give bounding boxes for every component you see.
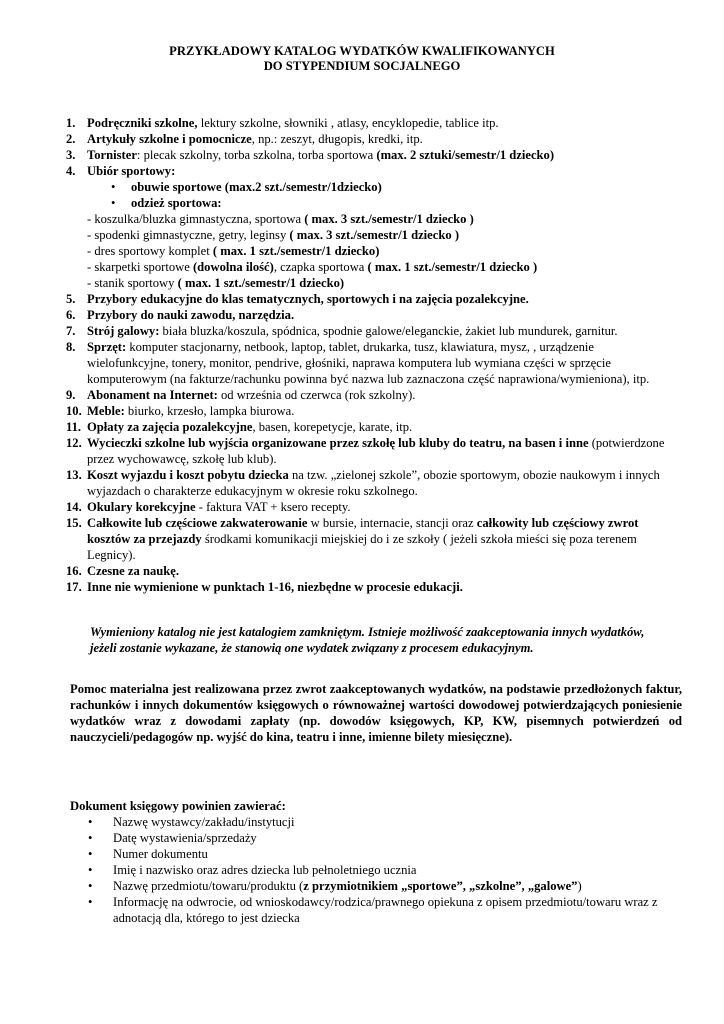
document-requirements-list <box>86 814 686 926</box>
list-item: • Nazwę wystawcy/zakładu/instytucji <box>88 815 295 829</box>
list-item: 4. Ubiór sportowy: <box>66 164 176 178</box>
list-item: 6. Przybory do nauki zawodu, narzędzia. <box>66 308 295 322</box>
list-item: 15. Całkowite lub częściowe zakwaterowanie w bursie, internacie, stancji oraz całkowity lub częściowy zwrot kosztów za przejazdy środkami komunikacji miejskiej do i ze szkoły ( jeżeli szkoła mieści się poza terenem Legnicy). <box>66 516 639 562</box>
catalog-note: Wymieniony katalog nie jest katalogiem zamkniętym. Istnieje możliwość zaakceptowania innych wydatków, jeżeli zostanie wykazane, że stanowią one wydatek związany z procesem edukacyjnym. <box>90 625 645 655</box>
title-line-2: DO STYPENDIUM SOCJALNEGO <box>263 59 461 73</box>
list-item: 12. Wycieczki szkolne lub wyjścia organizowane przez szkołę lub kluby do teatru, na basen i inne (potwierdzone przez wychowawcę, szkołę lub klub). <box>66 436 665 466</box>
bullet-icon: • <box>88 879 93 893</box>
sub-item: - spodenki gimnastyczne, getry, leginsy ( max. 3 szt./semestr/1 dziecko ) <box>87 228 460 242</box>
sub-bullet: • odzież sportowa: <box>111 196 222 210</box>
sub-item: - stanik sportowy ( max. 1 szt./semestr/1 dziecko) <box>87 276 345 290</box>
list-item: 10. Meble: biurko, krzesło, lampka biurowa. <box>66 404 295 418</box>
list-item: • Imię i nazwisko oraz adres dziecka lub pełnoletniego ucznia <box>88 863 417 877</box>
list-item: 3. Tornister: plecak szkolny, torba szkolna, torba sportowa (max. 2 sztuki/semestr/1 dziecko) <box>66 148 555 162</box>
sub-bullet: • obuwie sportowe (max.2 szt./semestr/1dziecko) <box>111 180 382 194</box>
list-item: 17. Inne nie wymienione w punktach 1-16, niezbędne w procesie edukacji. <box>66 580 463 594</box>
bullet-icon: • <box>111 196 116 210</box>
bullet-icon: • <box>111 180 116 194</box>
list-item: 9. Abonament na Internet: od września od czerwca (rok szkolny). <box>66 388 416 402</box>
document-requirements-title: Dokument księgowy powinien zawierać: <box>70 799 286 813</box>
list-item: 5. Przybory edukacyjne do klas tematycznych, sportowych i na zajęcia pozalekcyjne. <box>66 292 529 306</box>
bullet-icon: • <box>88 831 93 845</box>
bullet-icon: • <box>88 847 93 861</box>
list-item: 11. Opłaty za zajęcia pozalekcyjne, basen, korepetycje, karate, itp. <box>66 420 413 434</box>
list-item: • Informację na odwrocie, od wnioskodawcy/rodzica/prawnego opiekuna z opisem przedmiotu/towaru wraz z adnotacją dla, którego to jest dziecka <box>88 895 658 925</box>
sub-item: - skarpetki sportowe (dowolna ilość), czapka sportowa ( max. 1 szt./semestr/1 dziecko ) <box>87 260 538 274</box>
list-item: 2. Artykuły szkolne i pomocnicze, np.: zeszyt, długopis, kredki, itp. <box>66 132 423 146</box>
title-line-1: PRZYKŁADOWY KATALOG WYDATKÓW KWALIFIKOWANYCH <box>169 44 555 58</box>
assistance-paragraph: Pomoc materialna jest realizowana przez zwrot zaakceptowanych wydatków, na podstawie przedłożonych faktur, rachunków i innych dokumentów księgowych o równoważnej wartości dowodowej potwierdzających poniesienie wydatków wraz z dowodami zapłaty (np. dowodów księgowych, KP, KW, pisemnych potwierdzeń od nauczycieli/pedagogów np. wyjść do kina, teatru i inne, imienne bilety miesięczne). <box>70 682 682 744</box>
expense-list <box>66 115 666 595</box>
list-item: • Nazwę przedmiotu/towaru/produktu (z przymiotnikiem „sportowe”, „szkolne”, „galowe”) <box>88 879 582 893</box>
sub-item: - dres sportowy komplet ( max. 1 szt./semestr/1 dziecko) <box>87 244 380 258</box>
list-item: 1. Podręczniki szkolne, lektury szkolne, słowniki , atlasy, encyklopedie, tablice itp. <box>66 116 499 130</box>
list-item: 13. Koszt wyjazdu i koszt pobytu dziecka na tzw. „zielonej szkole”, obozie sportowym, obozie naukowym i innych wyjazdach o charakterze edukacyjnym w okresie roku szkolnego. <box>66 468 660 498</box>
list-item: • Datę wystawienia/sprzedaży <box>88 831 257 845</box>
sub-item: - koszulka/bluzka gimnastyczna, sportowa ( max. 3 szt./semestr/1 dziecko ) <box>87 212 474 226</box>
list-item: • Numer dokumentu <box>88 847 208 861</box>
bullet-icon: • <box>88 815 93 829</box>
bullet-icon: • <box>88 863 93 877</box>
list-item: 16. Czesne za naukę. <box>66 564 179 578</box>
list-item: 14. Okulary korekcyjne - faktura VAT + ksero recepty. <box>66 500 351 514</box>
bullet-icon: • <box>88 895 93 909</box>
list-item: 8. Sprzęt: komputer stacjonarny, netbook, laptop, tablet, drukarka, tusz, klawiatura, mysz, , urządzenie wielofunkcyjne, tonery, monitor, pendrive, głośniki, naprawa komputera lub wymiana części w sprzęcie komputerowym (na fakturze/rachunku powinna być nazwa lub zaznaczona część naprawiona/wymieniona), itp. <box>66 340 650 386</box>
list-item: 7. Strój galowy: biała bluzka/koszula, spódnica, spodnie galowe/eleganckie, żakiet lub mundurek, garnitur. <box>66 324 618 338</box>
